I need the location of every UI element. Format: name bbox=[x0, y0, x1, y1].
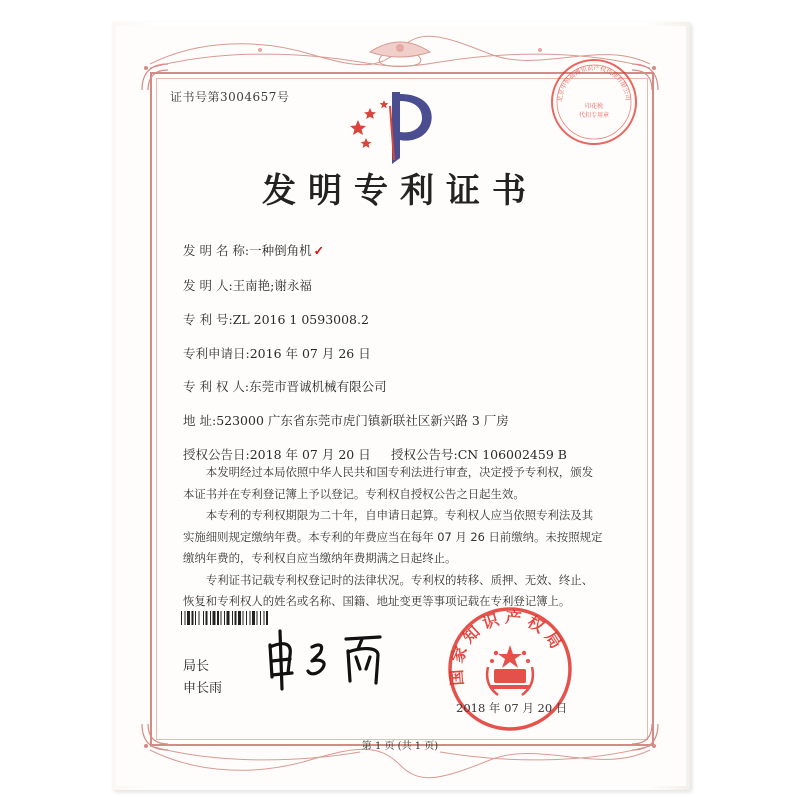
inventor-value: 王南艳;谢永福 bbox=[232, 278, 312, 293]
field-grant-date bbox=[183, 445, 371, 463]
field-invention-name bbox=[183, 241, 324, 259]
barcode-icon bbox=[181, 611, 329, 625]
grant-publication-value: CN 106002459 B bbox=[457, 447, 567, 462]
svg-text:代扣专用章: 代扣专用章 bbox=[578, 112, 610, 119]
certificate-title: 发明专利证书 bbox=[262, 171, 538, 211]
svg-text:印花税: 印花税 bbox=[584, 103, 604, 110]
director-name: 申长雨 bbox=[183, 681, 223, 696]
patent-number-label: 专 利 号: bbox=[183, 312, 233, 327]
patentee-value: 东莞市晋诚机械有限公司 bbox=[249, 379, 387, 394]
page-indicator: 第 1 页 (共 1 页) bbox=[361, 741, 439, 752]
svg-text:北京中恒高博知识产权代理有限公司: 北京中恒高博知识产权代理有限公司 bbox=[556, 64, 632, 103]
checkmark-icon: ✓ bbox=[313, 243, 325, 258]
inventor-label: 发 明 人: bbox=[183, 278, 233, 293]
filing-date-value: 2016 年 07 月 26 日 bbox=[249, 346, 371, 361]
certificate-number: 证书号第3004657号 bbox=[170, 90, 290, 104]
field-patent-number bbox=[183, 310, 369, 328]
body-paragraph-1: 本发明经过本局依照中华人民共和国专利法进行审查，决定授予专利权，颁发本证书并在专利登记簿上予以登记。专利权自授权公告之日起生效。 bbox=[183, 465, 594, 501]
svg-text:国家知识产权局: 国家知识产权局 bbox=[446, 607, 569, 687]
address-label: 地 址: bbox=[183, 413, 217, 428]
body-paragraph-2: 本专利的专利权期限为二十年，自申请日起算。专利权人应当依照专利法及其实施细则规定缴纳年费。本专利的年费应当在每年 07 月 26 日前缴纳。未按照规定缴纳年费的，专利权自应当缴纳年费期满之日起终止。 bbox=[183, 508, 603, 565]
grant-date-value: 2018 年 07 月 20 日 bbox=[249, 447, 371, 462]
seal-date: 2018 年 07 月 20 日 bbox=[456, 701, 568, 715]
field-filing-date bbox=[183, 344, 371, 362]
invention-name-label: 发 明 名 称: bbox=[183, 243, 250, 258]
grant-date-label: 授权公告日: bbox=[183, 447, 250, 462]
field-patentee bbox=[183, 377, 387, 395]
corner-ornament-top-left bbox=[140, 62, 170, 92]
field-inventor bbox=[183, 276, 312, 294]
director-title: 局长 bbox=[183, 659, 210, 674]
patent-office-logo-icon bbox=[340, 86, 440, 166]
filing-date-label: 专利申请日: bbox=[183, 346, 250, 361]
patentee-label: 专 利 权 人: bbox=[183, 379, 250, 394]
field-grant-publication-number bbox=[391, 445, 567, 463]
invention-name-value: 一种倒角机 bbox=[249, 243, 312, 258]
director-signature bbox=[262, 625, 392, 695]
patent-number-value: ZL 2016 1 0593008.2 bbox=[232, 312, 369, 327]
grant-publication-label: 授权公告号: bbox=[391, 447, 458, 462]
agency-stamp bbox=[548, 56, 640, 148]
certificate-body bbox=[183, 462, 603, 613]
address-value: 523000 广东省东莞市虎门镇新联社区新兴路 3 厂房 bbox=[216, 413, 509, 428]
body-paragraph-3: 专利证书记载专利权登记时的法律状况。专利权的转移、质押、无效、终止、恢复和专利权人的姓名或名称、国籍、地址变更等事项记载在专利登记簿上。 bbox=[183, 572, 594, 608]
field-address bbox=[183, 411, 509, 429]
